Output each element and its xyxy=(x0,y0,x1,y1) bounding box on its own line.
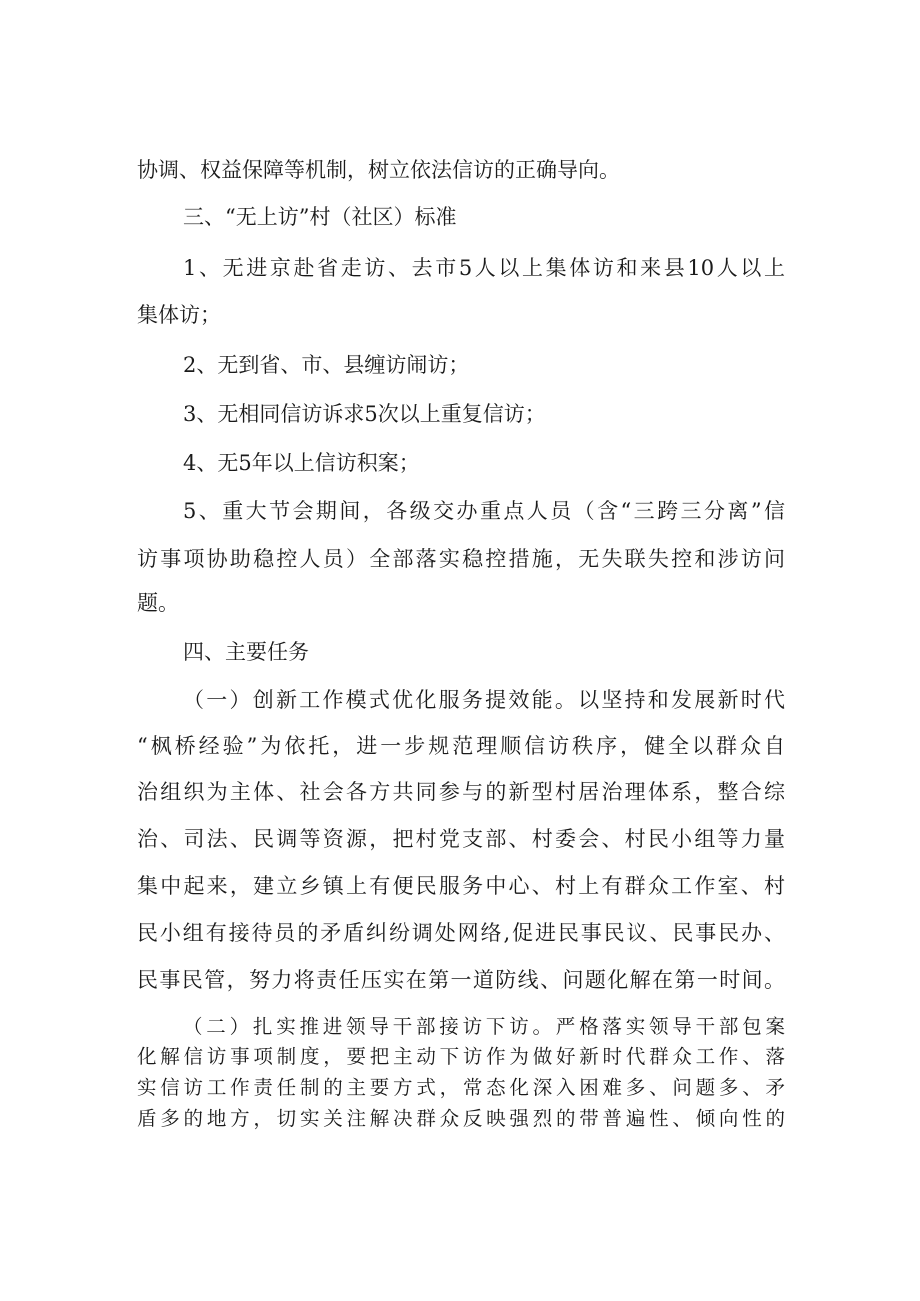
paragraph-line: “枫桥经验”为依托，进一步规范理顺信访秩序，健全以群众自 xyxy=(137,734,785,758)
paragraph-line: 治组织为主体、社会各方共同参与的新型村居治理体系，整合综 xyxy=(137,780,785,804)
standard-item-4: 4、无5年以上信访积案； xyxy=(183,451,420,475)
section-heading-4: 四、主要任务 xyxy=(183,640,309,664)
paragraph-line: 题。 xyxy=(137,591,179,615)
standard-item-3: 3、无相同信访诉求5次以上重复信访； xyxy=(183,402,546,426)
standard-item-1: 1、无进京赴省走访、去市5人以上集体访和来县10人以上 xyxy=(183,256,785,280)
paragraph-line: 实信访工作责任制的主要方式，常态化深入困难多、问题多、矛 xyxy=(137,1076,785,1099)
paragraph-line: 民小组有接待员的矛盾纠纷调处网络,促进民事民议、民事民办、 xyxy=(137,921,785,945)
task-2-first-line: （二）扎实推进领导干部接访下访。严格落实领导干部包案 xyxy=(183,1015,785,1038)
paragraph-line: 集体访； xyxy=(137,303,221,327)
task-1-first-line: （一）创新工作模式优化服务提效能。以坚持和发展新时代 xyxy=(183,688,785,712)
paragraph-line: 集中起来，建立乡镇上有便民服务中心、村上有群众工作室、村 xyxy=(137,874,785,898)
paragraph-line: 协调、权益保障等机制，树立依法信访的正确导向。 xyxy=(137,158,620,182)
standard-item-2: 2、无到省、市、县缠访闹访； xyxy=(183,353,470,377)
standard-item-5: 5、重大节会期间，各级交办重点人员（含“三跨三分离”信 xyxy=(183,499,785,523)
section-heading-3: 三、“无上访”村（社区）标准 xyxy=(183,205,457,229)
paragraph-line: 盾多的地方，切实关注解决群众反映强烈的带普遍性、倾向性的 xyxy=(137,1107,785,1130)
paragraph-line: 化解信访事项制度，要把主动下访作为做好新时代群众工作、落 xyxy=(137,1045,785,1068)
paragraph-line: 访事项协助稳控人员）全部落实稳控措施，无失联失控和涉访问 xyxy=(137,547,785,571)
paragraph-line: 治、司法、民调等资源，把村党支部、村委会、村民小组等力量 xyxy=(137,827,785,851)
paragraph-line: 民事民管，努力将责任压实在第一道防线、问题化解在第一时间。 xyxy=(137,968,785,992)
